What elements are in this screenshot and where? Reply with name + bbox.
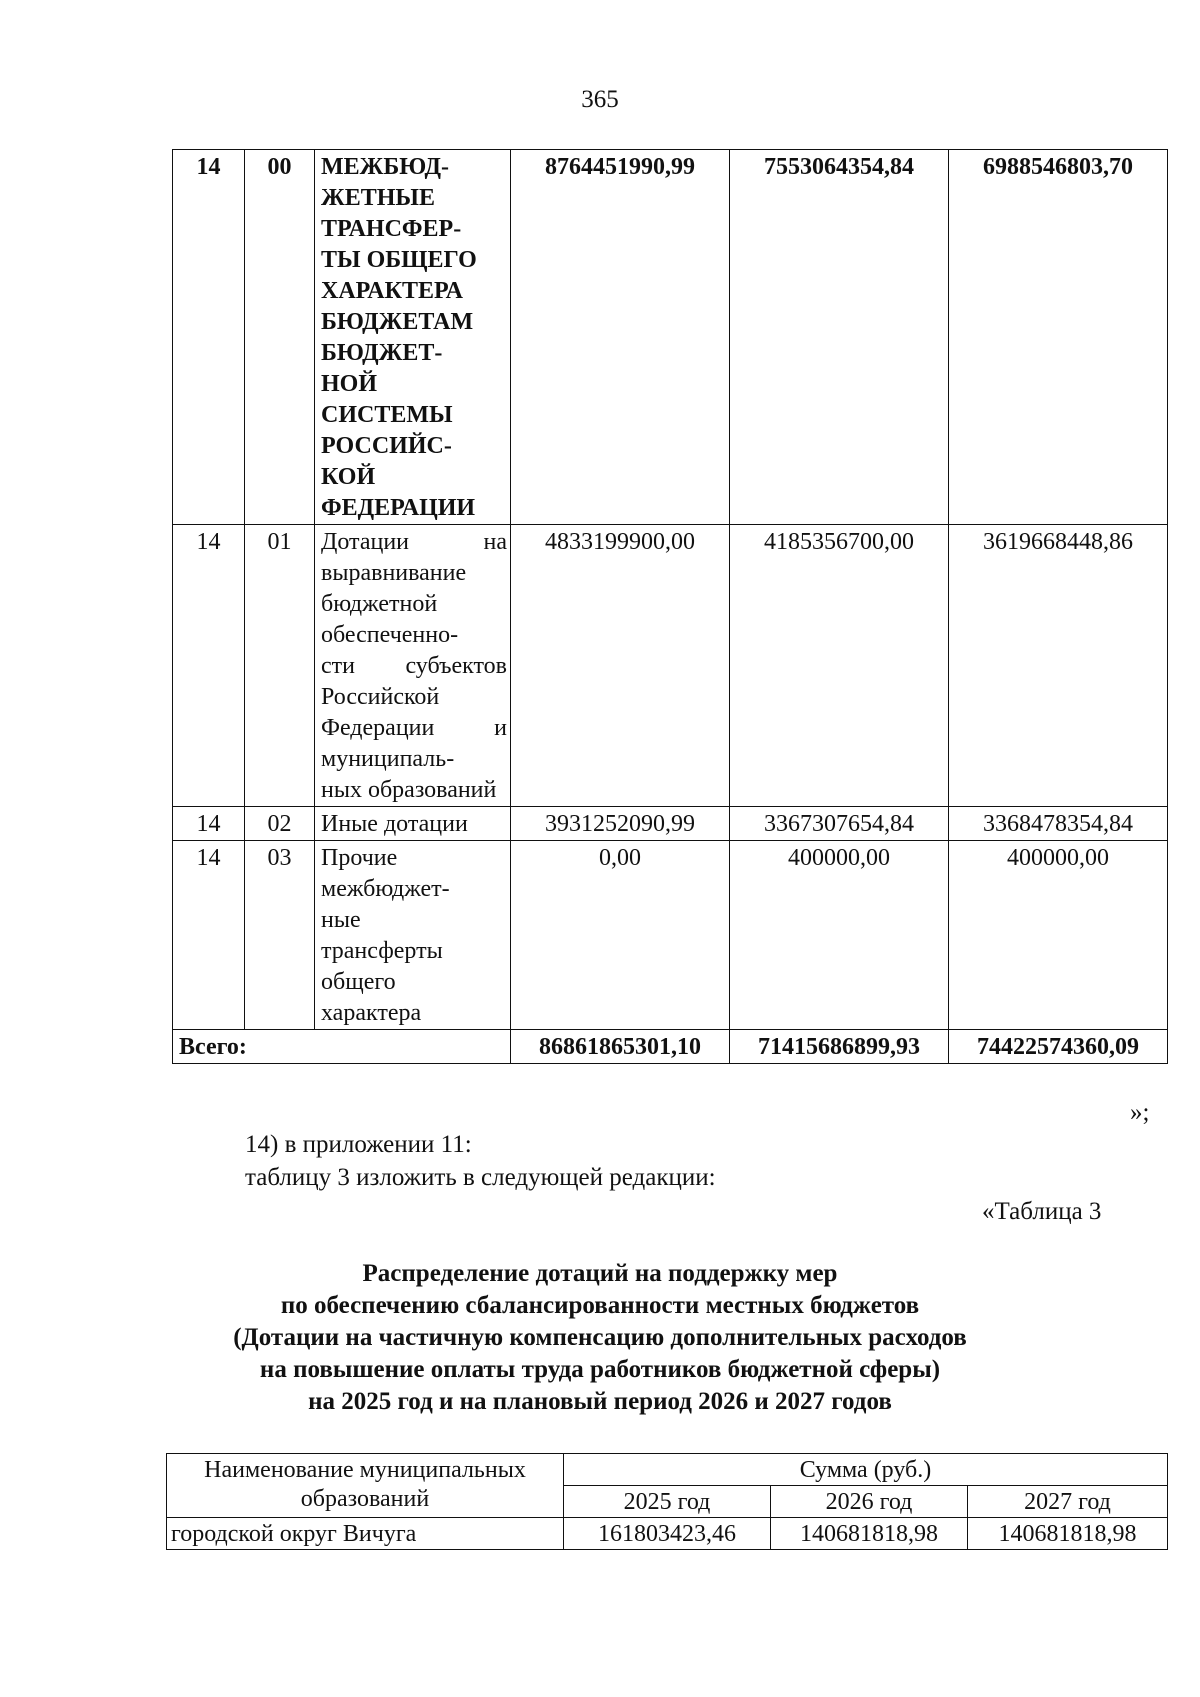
table-row xyxy=(167,1518,1168,1550)
total-2027: 74422574360,09 xyxy=(949,1030,1168,1064)
row-name: Дотации на выравнивание бюджетной обеспеченно- сти субъектов Российской Федерации и муниципаль- ных образований xyxy=(315,525,511,807)
section-code: 14 xyxy=(173,150,245,525)
header-row xyxy=(167,1454,1168,1486)
total-2025: 86861865301,10 xyxy=(511,1030,730,1064)
table-row xyxy=(173,841,1168,1030)
amount-2026: 4185356700,00 xyxy=(730,525,949,807)
heading-line: по обеспечению сбалансированности местных бюджетов xyxy=(280,1292,920,1319)
section-code: 14 xyxy=(173,807,245,841)
header-2026: 2026 год xyxy=(771,1486,968,1518)
table-caption: «Таблица 3 xyxy=(982,1198,1102,1225)
subsection-code: 03 xyxy=(245,841,315,1030)
heading-line: Распределение дотаций на поддержку мер xyxy=(362,1260,838,1287)
header-name: Наименование муниципальных образований xyxy=(167,1454,564,1518)
table-heading xyxy=(0,1258,1200,1418)
amount-2027: 140681818,98 xyxy=(968,1518,1168,1550)
amount-2025: 0,00 xyxy=(511,841,730,1030)
row-name: МЕЖБЮД- ЖЕТНЫЕ ТРАНСФЕР- ТЫ ОБЩЕГО ХАРАКТЕРА БЮДЖЕТАМ БЮДЖЕТ- НОЙ СИСТЕМЫ РОССИЙС- КОЙ ФЕДЕРАЦИИ xyxy=(315,150,511,525)
amount-2027: 3368478354,84 xyxy=(949,807,1168,841)
section-code: 14 xyxy=(173,525,245,807)
amount-2026: 140681818,98 xyxy=(771,1518,968,1550)
section-code: 14 xyxy=(173,841,245,1030)
closing-quote: »; xyxy=(1130,1099,1150,1126)
budget-table xyxy=(172,149,1168,1064)
header-2027: 2027 год xyxy=(968,1486,1168,1518)
table-row xyxy=(173,525,1168,807)
header-sum: Сумма (руб.) xyxy=(564,1454,1168,1486)
paragraph-item: 14) в приложении 11: xyxy=(245,1131,472,1158)
paragraph-instruction: таблицу 3 изложить в следующей редакции: xyxy=(245,1164,716,1191)
amount-2027: 6988546803,70 xyxy=(949,150,1168,525)
header-2025: 2025 год xyxy=(564,1486,771,1518)
row-name: Иные дотации xyxy=(315,807,511,841)
amount-2026: 7553064354,84 xyxy=(730,150,949,525)
subsidy-table xyxy=(166,1453,1168,1550)
amount-2027: 400000,00 xyxy=(949,841,1168,1030)
table-row xyxy=(173,807,1168,841)
total-label: Всего: xyxy=(173,1030,511,1064)
heading-line: (Дотации на частичную компенсацию дополнительных расходов xyxy=(233,1324,967,1351)
amount-2025: 8764451990,99 xyxy=(511,150,730,525)
table-row xyxy=(173,150,1168,525)
heading-line: на 2025 год и на плановый период 2026 и 2027 годов xyxy=(308,1388,892,1415)
total-2026: 71415686899,93 xyxy=(730,1030,949,1064)
amount-2027: 3619668448,86 xyxy=(949,525,1168,807)
municipality-name: городской округ Вичуга xyxy=(167,1518,564,1550)
row-name: Прочие межбюджет- ные трансферты общего характера xyxy=(315,841,511,1030)
amount-2026: 3367307654,84 xyxy=(730,807,949,841)
heading-line: на повышение оплаты труда работников бюджетной сферы) xyxy=(259,1356,941,1383)
amount-2025: 161803423,46 xyxy=(564,1518,771,1550)
subsection-code: 01 xyxy=(245,525,315,807)
subsection-code: 00 xyxy=(245,150,315,525)
subsection-code: 02 xyxy=(245,807,315,841)
amount-2026: 400000,00 xyxy=(730,841,949,1030)
page-number: 365 xyxy=(581,86,619,113)
amount-2025: 3931252090,99 xyxy=(511,807,730,841)
total-row xyxy=(173,1030,1168,1064)
amount-2025: 4833199900,00 xyxy=(511,525,730,807)
